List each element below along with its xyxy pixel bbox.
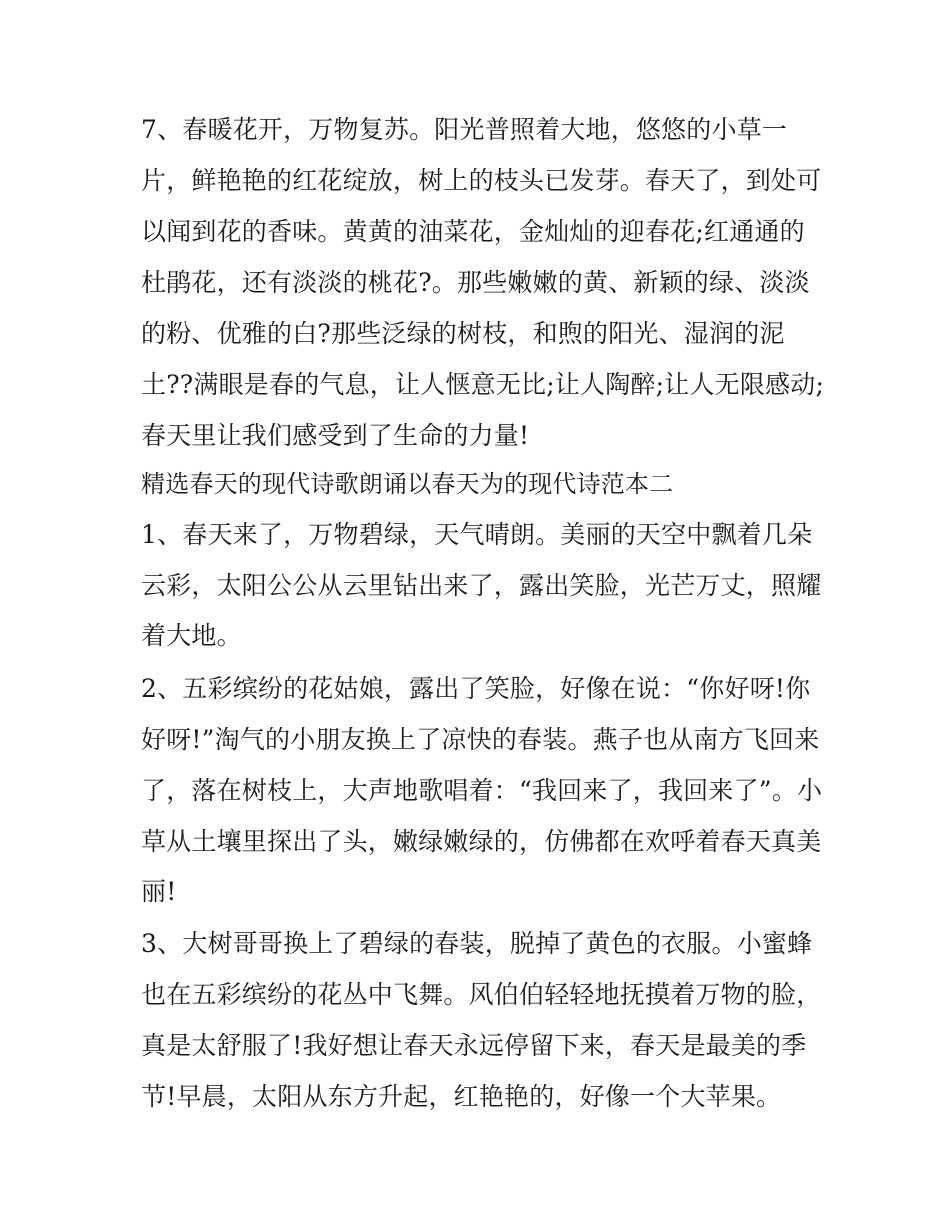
paragraph-3-line-4: 节!早晨，太阳从东方升起，红艳艳的，好像一个大苹果。 [141,1082,782,1111]
section-heading: 精选春天的现代诗歌朗诵以春天为的现代诗范本二 [141,470,674,498]
paragraph-7-line-6: 土??满眼是春的气息，让人惬意无比;让人陶醉;让人无限感动; [141,370,825,399]
paragraph-3-line-1: 3、大树哥哥换上了碧绿的春装，脱掉了黄色的衣服。小蜜蜂 [141,929,813,958]
paragraph-1-line-3: 着大地。 [141,621,242,650]
paragraph-7-line-5: 的粉、优雅的白?那些泛绿的树枝，和煦的阳光、湿润的泥 [141,319,785,348]
paragraph-2-line-1: 2、五彩缤纷的花姑娘，露出了笑脸，好像在说：“你好呀!你 [141,674,811,703]
paragraph-1-line-2: 云彩，太阳公公从云里钻出来了，露出笑脸，光芒万丈，照耀 [141,571,822,600]
paragraph-7-line-1: 7、春暖花开，万物复苏。阳光普照着大地，悠悠的小草一 [141,115,788,144]
paragraph-2-line-4: 草从土壤里探出了头，嫩绿嫩绿的，仿佛都在欢呼着春天真美 [141,827,822,856]
paragraph-3-line-2: 也在五彩缤纷的花丛中飞舞。风伯伯轻轻地抚摸着万物的脸， [141,980,822,1009]
paragraph-2-line-3: 了，落在树枝上，大声地歌唱着：“我回来了，我回来了”。小 [141,776,823,805]
paragraph-7-line-2: 片，鲜艳艳的红花绽放，树上的枝头已发芽。春天了，到处可 [141,166,822,195]
paragraph-7-line-3: 以闻到花的香味。黄黄的油菜花，金灿灿的迎春花;红通通的 [141,217,805,246]
paragraph-2-line-5: 丽! [141,877,177,906]
paragraph-1-line-1: 1、春天来了，万物碧绿，天气晴朗。美丽的天空中飘着几朵 [141,520,813,549]
paragraph-7-line-7: 春天里让我们感受到了生命的力量! [141,421,530,450]
paragraph-7-line-4: 杜鹃花，还有淡淡的桃花?。那些嫩嫩的黄、新颖的绿、淡淡 [141,268,810,297]
paragraph-2-line-2: 好呀!”淘气的小朋友换上了凉快的春装。燕子也从南方飞回来 [141,725,820,754]
paragraph-3-line-3: 真是太舒服了!我好想让春天永远停留下来，春天是最美的季 [141,1031,807,1060]
